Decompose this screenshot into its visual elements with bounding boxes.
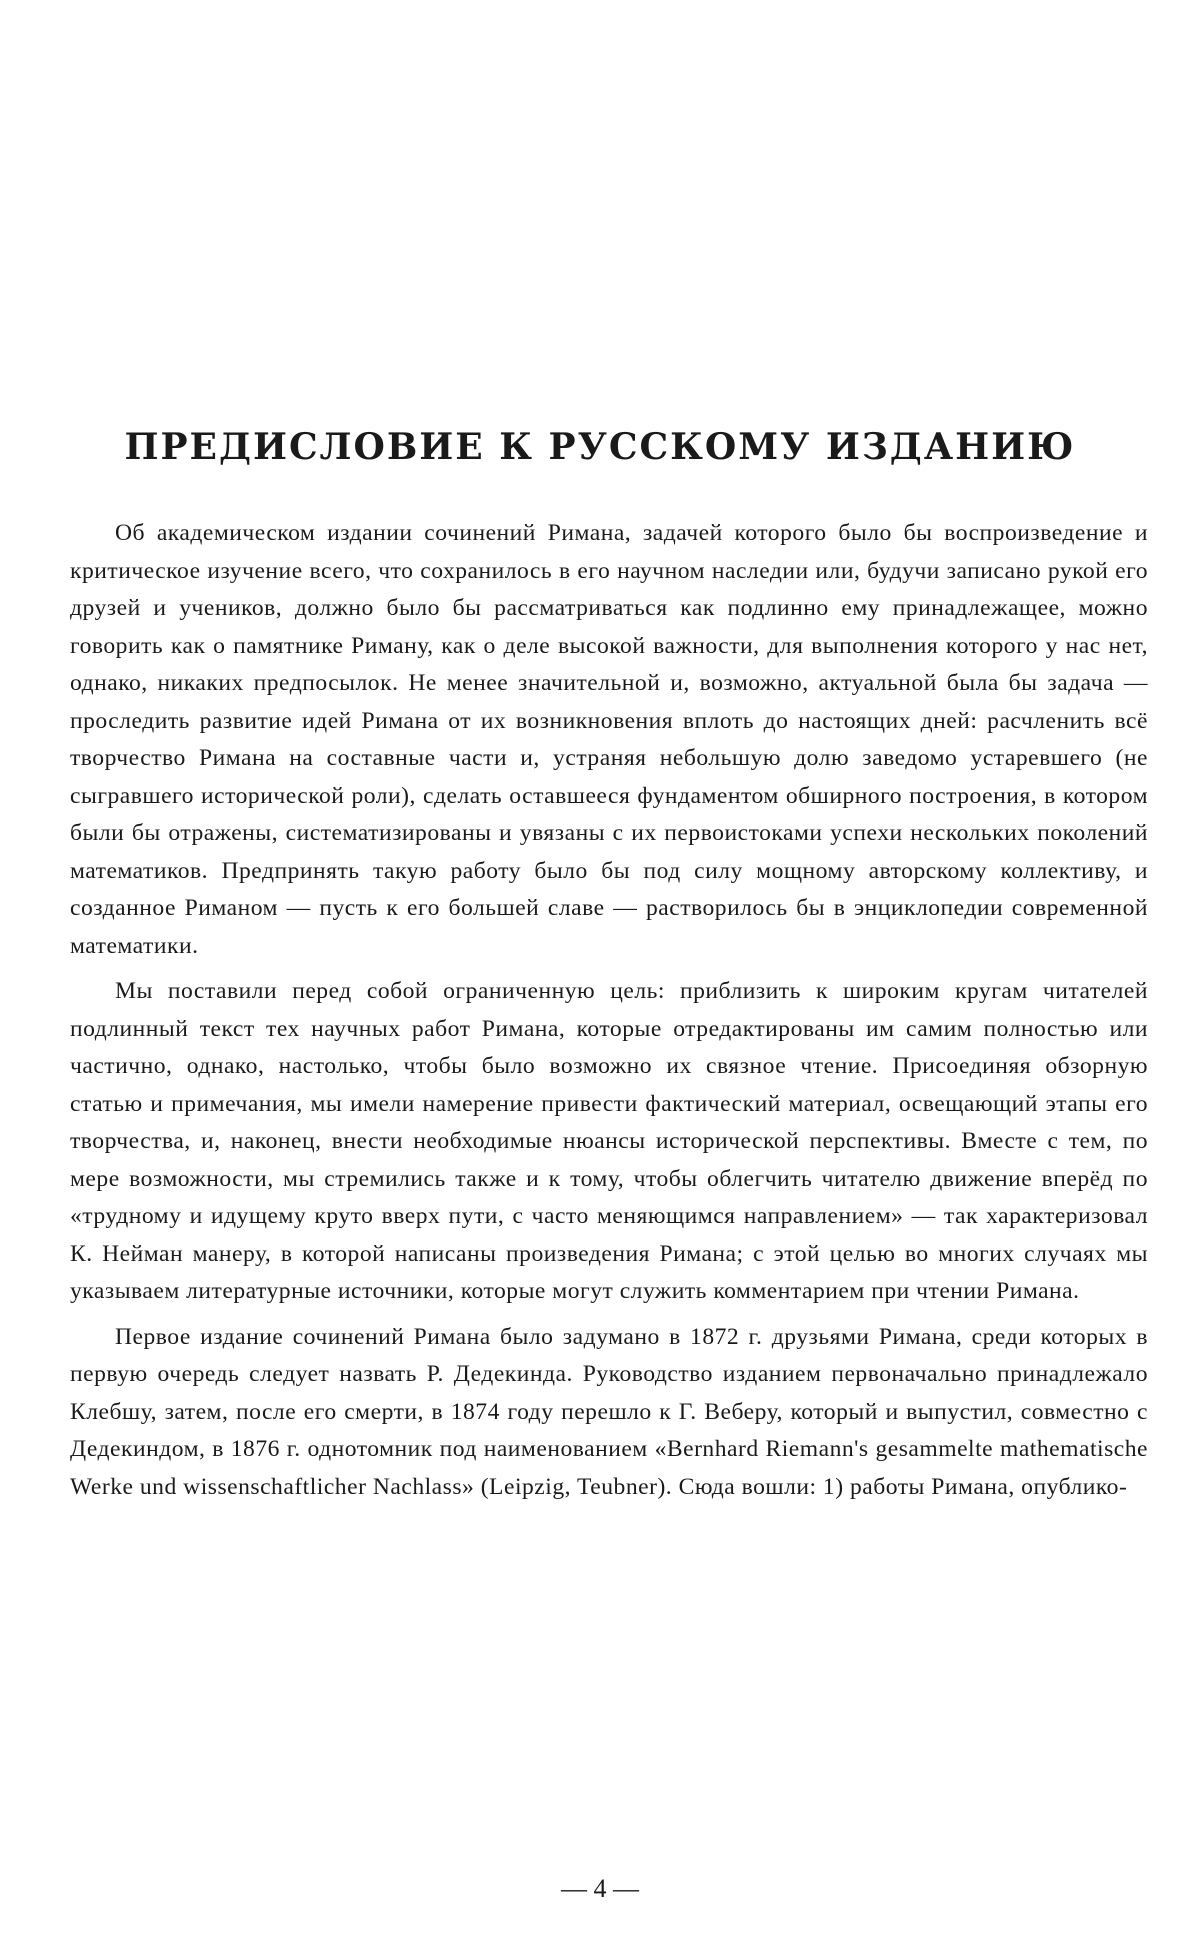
- paragraph-3: Первое издание сочинений Римана было задумано в 1872 г. друзьями Римана, среди которых в первую очередь следует назвать Р. Дедекинда. Руководство изданием первоначально принадлежало Клебшу, затем, после его смерти, в 1874 году перешло к Г. Веберу, который и выпустил, совместно с Дедекиндом, в 1876 г. однотомник под наименованием «Bernhard Riemann's gesammelte mathematische Werke und wissenschaftlicher Nachlass» (Leipzig, Teubner). Сюда вошли: 1) работы Римана, опублико-: [70, 1323, 1148, 1500]
- paragraph-1: Об академическом издании сочинений Римана, задачей которого было бы воспроизведение и критическое изучение всего, что сохранилось в его научном наследии или, будучи записано рукой его друзей и учеников, должно было бы рассматриваться как подлинно ему принадлежащее, можно говорить как о памятнике Риману, как о деле высокой важности, для выполнения которого у нас нет, однако, никаких предпосылок. Не менее значительной и, возможно, актуальной была бы задача — проследить развитие идей Римана от их возникновения вплоть до настоящих дней: расчленить всё творчество Римана на составные части и, устраняя небольшую долю заведомо устаревшего (не сыгравшего исторической роли), сделать оставшееся фундаментом обширного построения, в котором были бы отражены, систематизированы и увязаны с их первоистоками успехи нескольких поколений математиков. Предпринять такую работу было бы под силу мощному авторскому коллективу, и созданное Риманом — пусть к его большей славе — растворилось бы в энциклопедии современной математики.: [70, 520, 1148, 959]
- page-title: ПРЕДИСЛОВИЕ К РУССКОМУ ИЗДАНИЮ: [124, 426, 1076, 468]
- page-number: — 4 —: [561, 1874, 639, 1903]
- paragraph-2: Мы поставили перед собой ограниченную цель: приблизить к широким кругам читателей подлинный текст тех научных работ Римана, которые отредактированы им самим полностью или частично, однако, настолько, чтобы было возможно их связное чтение. Присоединяя обзорную статью и примечания, мы имели намерение привести фактический материал, освещающий этапы его творчества, и, наконец, внести необходимые нюансы исторической перспективы. Вместе с тем, по мере возможности, мы стремились также и к тому, чтобы облегчить читателю движение вперёд по «трудному и идущему круто вверх пути, с часто меняющимся направлением» — так характеризовал К. Нейман манеру, в которой написаны произведения Римана; с этой целью во многих случаях мы указываем литературные источники, которые могут служить комментарием при чтении Римана.: [70, 978, 1148, 1304]
- preface-body: [70, 515, 1148, 1506]
